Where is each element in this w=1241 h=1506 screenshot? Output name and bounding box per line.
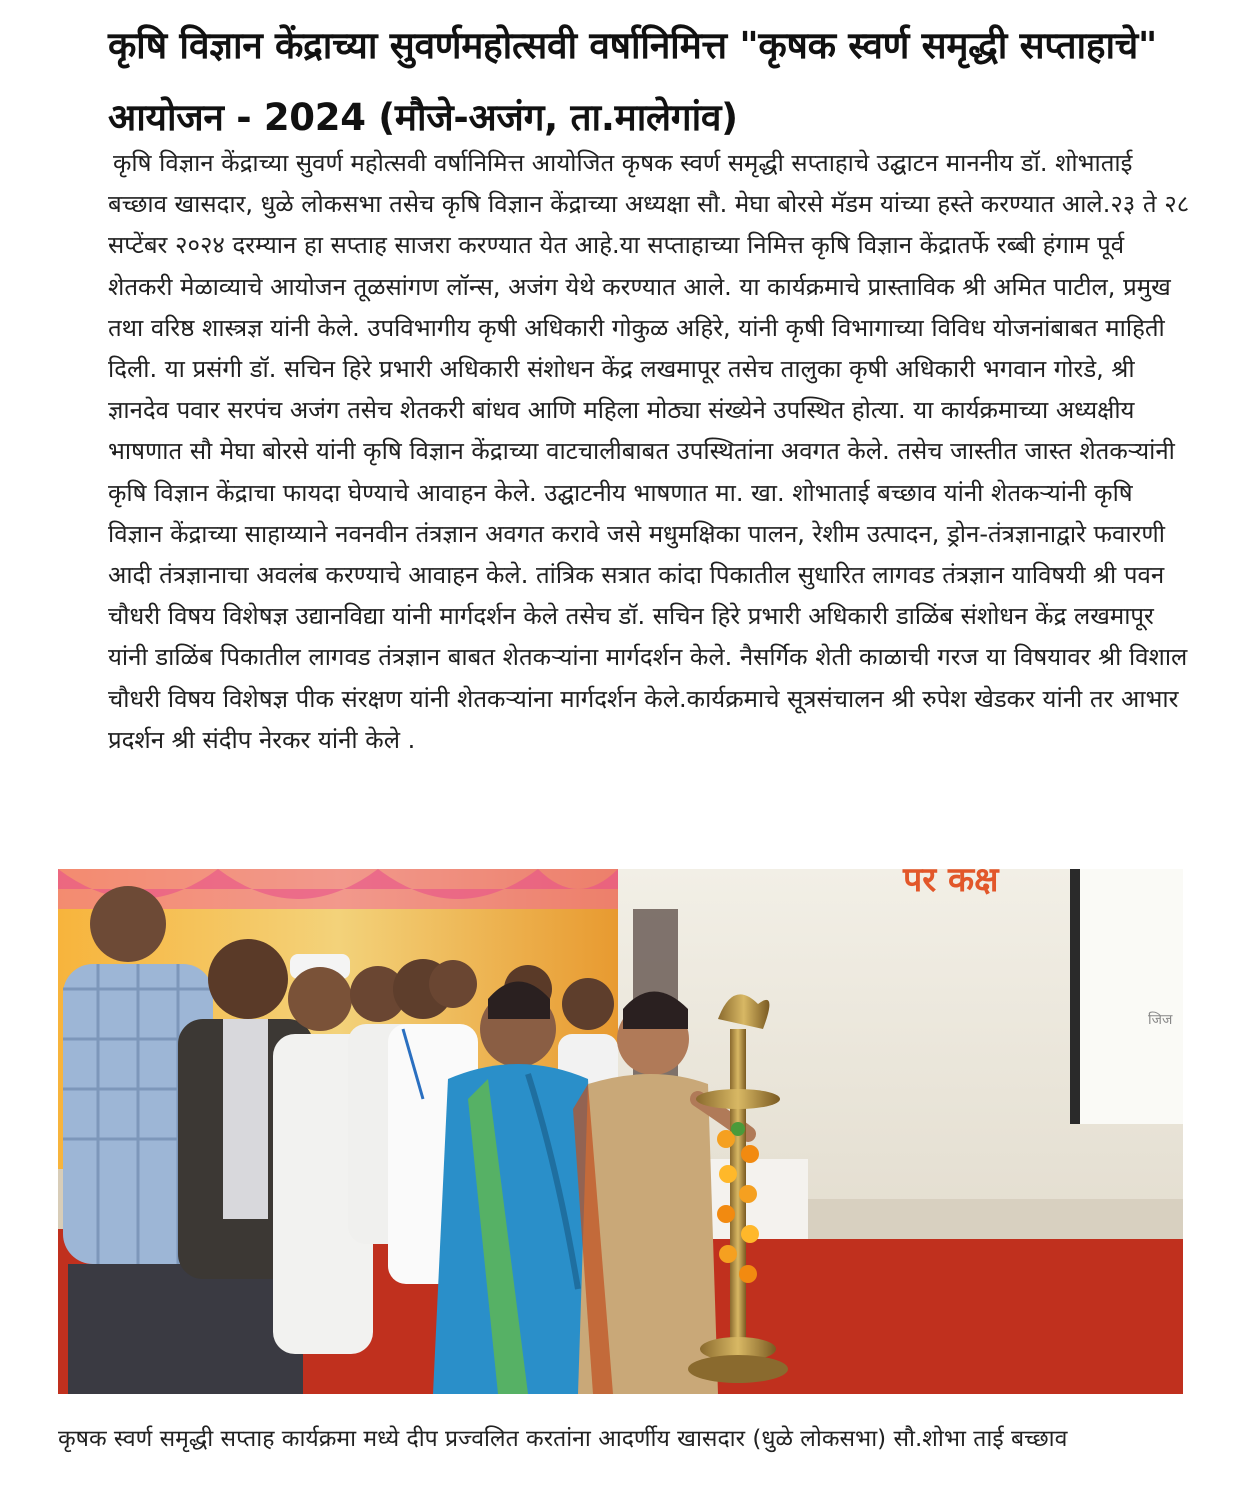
event-photo <box>58 869 1183 1394</box>
article-headline: कृषि विज्ञान केंद्राच्या सुवर्णमहोत्सवी वर्षानिमित्त "कृषक स्वर्ण समृद्धी सप्ताहाचे" आयोजन - 2024 (मौजे-अजंग, ता.मालेगांव) <box>108 24 1157 139</box>
lamp-lighting-illustration <box>58 869 1183 1394</box>
screen-text: जिज <box>1148 1012 1173 1028</box>
wall-banner-text: पर कक्ष <box>903 869 999 900</box>
projection-screen <box>1078 869 1183 1124</box>
photo-caption: कृषक स्वर्ण समृद्धी सप्ताह कार्यक्रमा मध्ये दीप प्रज्वलित करतांना आदर्णीय खासदार (धुळे लोकसभा) सौ.शोभा ताई बच्छाव <box>58 1426 1068 1452</box>
article-body: कृषि विज्ञान केंद्राच्या सुवर्ण महोत्सवी वर्षानिमित्त आयोजित कृषक स्वर्ण समृद्धी सप्ताहाचे उद्घाटन माननीय डॉ. शोभाताई बच्छाव खासदार, धुळे लोकसभा तसेच कृषि विज्ञान केंद्राच्या अध्यक्षा सौ. मेघा बोरसे मॅडम यांच्या हस्ते करण्यात आले.२३ ते २८ सप्टेंबर २०२४ दरम्यान हा सप्ताह साजरा करण्यात येत आहे.या सप्ताहाच्या निमित्त कृषि विज्ञान केंद्रातर्फे रब्बी हंगाम पूर्व शेतकरी मेळाव्याचे आयोजन तूळसांगण लॉन्स, अजंग येथे करण्यात आले. या कार्यक्रमाचे प्रास्ताविक श्री अमित पाटील, प्रमुख तथा वरिष्ठ शास्त्रज्ञ यांनी केले. उपविभागीय कृषी अधिकारी गोकुळ अहिरे, यांनी कृषी विभागाच्या विविध योजनांबाबत माहिती दिली. या प्रसंगी डॉ. सचिन हिरे प्रभारी अधिकारी संशोधन केंद्र लखमापूर तसेच तालुका कृषी अधिकारी भगवान गोरडे, श्री ज्ञानदेव पवार सरपंच अजंग तसेच शेतकरी बांधव आणि महिला मोठ्या संख्येने उपस्थित होत्या. या कार्यक्रमाच्या अध्यक्षीय भाषणात सौ मेघा बोरसे यांनी कृषि विज्ञान केंद्राच्या वाटचालीबाबत उपस्थितांना अवगत केले. तसेच जास्तीत जास्त शेतकऱ्यांनी कृषि विज्ञान केंद्राचा फायदा घेण्याचे आवाहन केले. उद्घाटनीय भाषणात मा. खा. शोभाताई बच्छाव यांनी शेतकऱ्यांनी कृषि विज्ञान केंद्राच्या साहाय्याने नवनवीन तंत्रज्ञान अवगत करावे जसे मधुमक्षिका पालन, रेशीम उत्पादन, ड्रोन-तंत्रज्ञानाद्वारे फवारणी आदी तंत्रज्ञानाचा अवलंब करण्याचे आवाहन केले. तांत्रिक सत्रात कांदा पिकातील सुधारित लागवड तंत्रज्ञान याविषयी श्री पवन चौधरी विषय विशेषज्ञ उद्यानविद्या यांनी मार्गदर्शन केले तसेच डॉ. सचिन हिरे प्रभारी अधिकारी डाळिंब संशोधन केंद्र लखमापूर यांनी डाळिंब पिकातील लागवड तंत्रज्ञान बाबत शेतकऱ्यांना मार्गदर्शन केले. नैसर्गिक शेती काळाची गरज या विषयावर श्री विशाल चौधरी विषय विशेषज्ञ पीक संरक्षण यांनी शेतकऱ्यांना मार्गदर्शन केले.कार्यक्रमाचे सूत्रसंचालन श्री रुपेश खेडकर यांनी तर आभार प्रदर्शन श्री संदीप नेरकर यांनी केले . <box>108 149 1190 754</box>
